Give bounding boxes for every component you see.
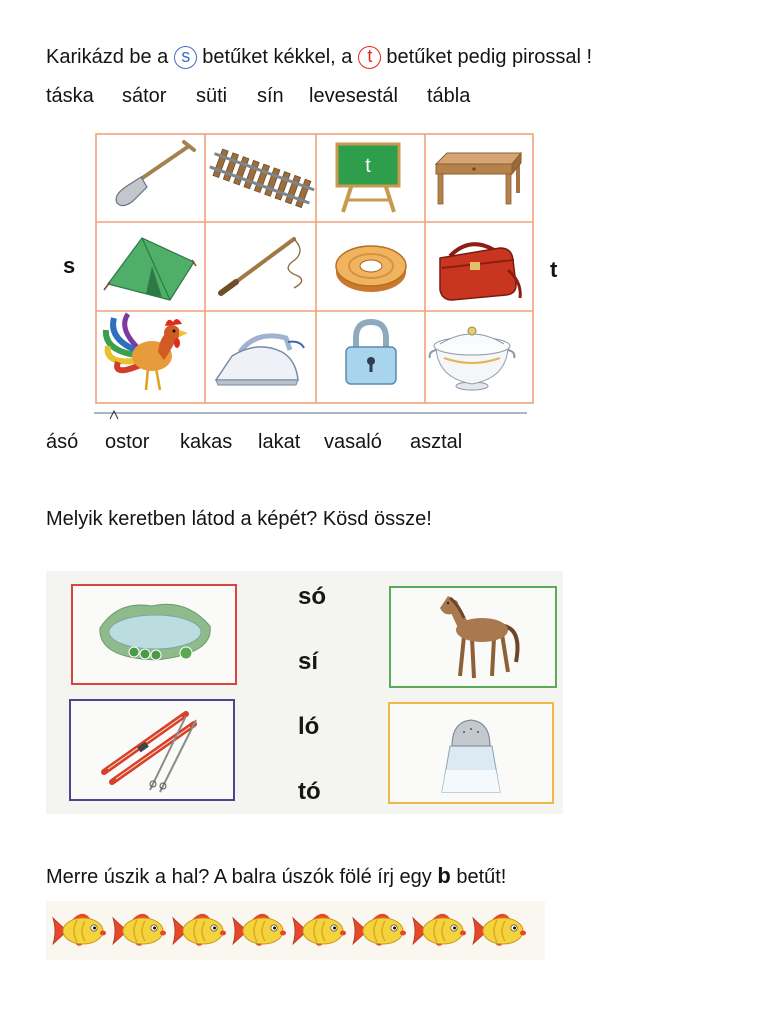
match-word: só (298, 583, 327, 610)
circled-letter-t (358, 46, 381, 69)
letter-t: t (367, 45, 373, 66)
task3-instruction (46, 864, 506, 889)
task1-text-middle: betűket kékkel, a (202, 46, 353, 68)
caret-mark (110, 411, 118, 419)
word-top: tábla (427, 85, 471, 107)
fish-strip (46, 901, 545, 960)
word-bottom: ásó (46, 431, 79, 453)
board-letter: t (365, 155, 371, 177)
word-top: táska (46, 85, 94, 107)
word-bottom: vasaló (324, 431, 382, 453)
task3-text-after: betűt! (456, 866, 507, 888)
ring-cake-icon (336, 246, 406, 292)
word-bottom: kakas (180, 431, 233, 453)
letter-s: s (181, 45, 191, 66)
task3-bold-letter: b (437, 863, 451, 888)
task1-instruction (46, 45, 597, 69)
picture-grid (56, 126, 576, 426)
task3-text-before: Merre úszik a hal? A balra úszók fölé írj egy (46, 866, 432, 888)
task1-text-before: Karikázd be a (46, 46, 169, 68)
word-bottom: asztal (410, 431, 463, 453)
match-word: tó (298, 778, 321, 805)
word-bottom: ostor (105, 431, 150, 453)
match-word: sí (298, 648, 319, 675)
grid-left-letter: s (63, 253, 76, 278)
word-top: süti (196, 85, 228, 107)
task1-text-after: betűket pedig pirossal ! (386, 46, 593, 68)
word-top: levesestál (309, 85, 398, 107)
circled-letter-s (174, 46, 197, 69)
task2-instruction: Melyik keretben látod a képét? Kösd össze! (46, 508, 432, 530)
word-top: sátor (122, 85, 167, 107)
pond-icon (100, 604, 210, 660)
word-bottom: lakat (258, 431, 301, 453)
match-word: ló (298, 713, 320, 740)
word-top: sín (257, 85, 284, 107)
grid-right-letter: t (550, 257, 558, 282)
handbag-icon (440, 244, 520, 300)
